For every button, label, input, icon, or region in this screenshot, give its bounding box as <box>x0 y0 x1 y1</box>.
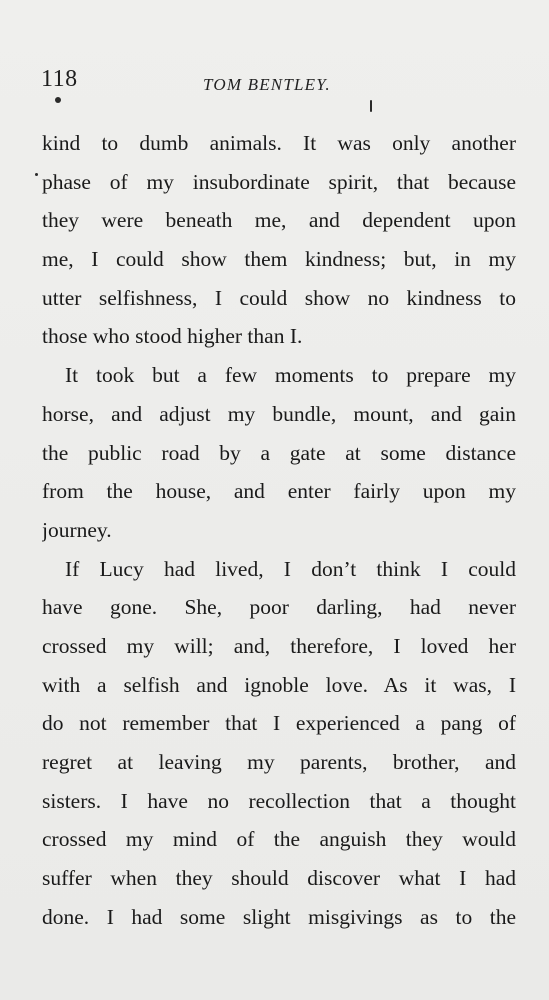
page-header <box>41 66 511 96</box>
print-speck <box>55 97 61 103</box>
text-line: sisters. I have no recollection that a thought <box>42 788 516 813</box>
text-line: they were beneath me, and dependent upon <box>42 208 516 233</box>
print-speck <box>35 173 38 176</box>
text-line: regret at leaving my parents, brother, and <box>42 750 516 774</box>
text-line: with a selfish and ignoble love. As it was, I <box>42 672 516 697</box>
text-line: horse, and adjust my bundle, mount, and gain <box>42 401 516 426</box>
body-text <box>42 124 516 936</box>
text-line: done. I had some slight misgivings as to the <box>42 904 516 929</box>
text-line: me, I could show them kindness; but, in my <box>42 247 516 272</box>
text-line: phase of my insubordinate spirit, that because <box>42 169 516 194</box>
text-line: do not remember that I experienced a pang of <box>42 711 516 736</box>
text-line: If Lucy had lived, I don’t think I could <box>65 556 516 581</box>
text-line: crossed my will; and, therefore, I loved her <box>42 633 516 658</box>
text-line: suffer when they should discover what I had <box>42 866 516 891</box>
text-line: utter selfishness, I could show no kindness to <box>42 285 516 310</box>
text-line: It took but a few moments to prepare my <box>65 363 516 388</box>
text-line: the public road by a gate at some distance <box>42 440 516 465</box>
page-number: 118 <box>41 66 78 92</box>
text-line: crossed my mind of the anguish they would <box>42 827 516 852</box>
text-line: have gone. She, poor darling, had never <box>42 595 516 620</box>
text-line: those who stood higher than I. <box>42 324 303 349</box>
print-speck <box>370 100 372 112</box>
running-head: TOM BENTLEY. <box>203 75 331 94</box>
text-line: from the house, and enter fairly upon my <box>42 479 516 504</box>
text-line: kind to dumb animals. It was only another <box>42 131 516 155</box>
text-line: journey. <box>42 517 112 542</box>
